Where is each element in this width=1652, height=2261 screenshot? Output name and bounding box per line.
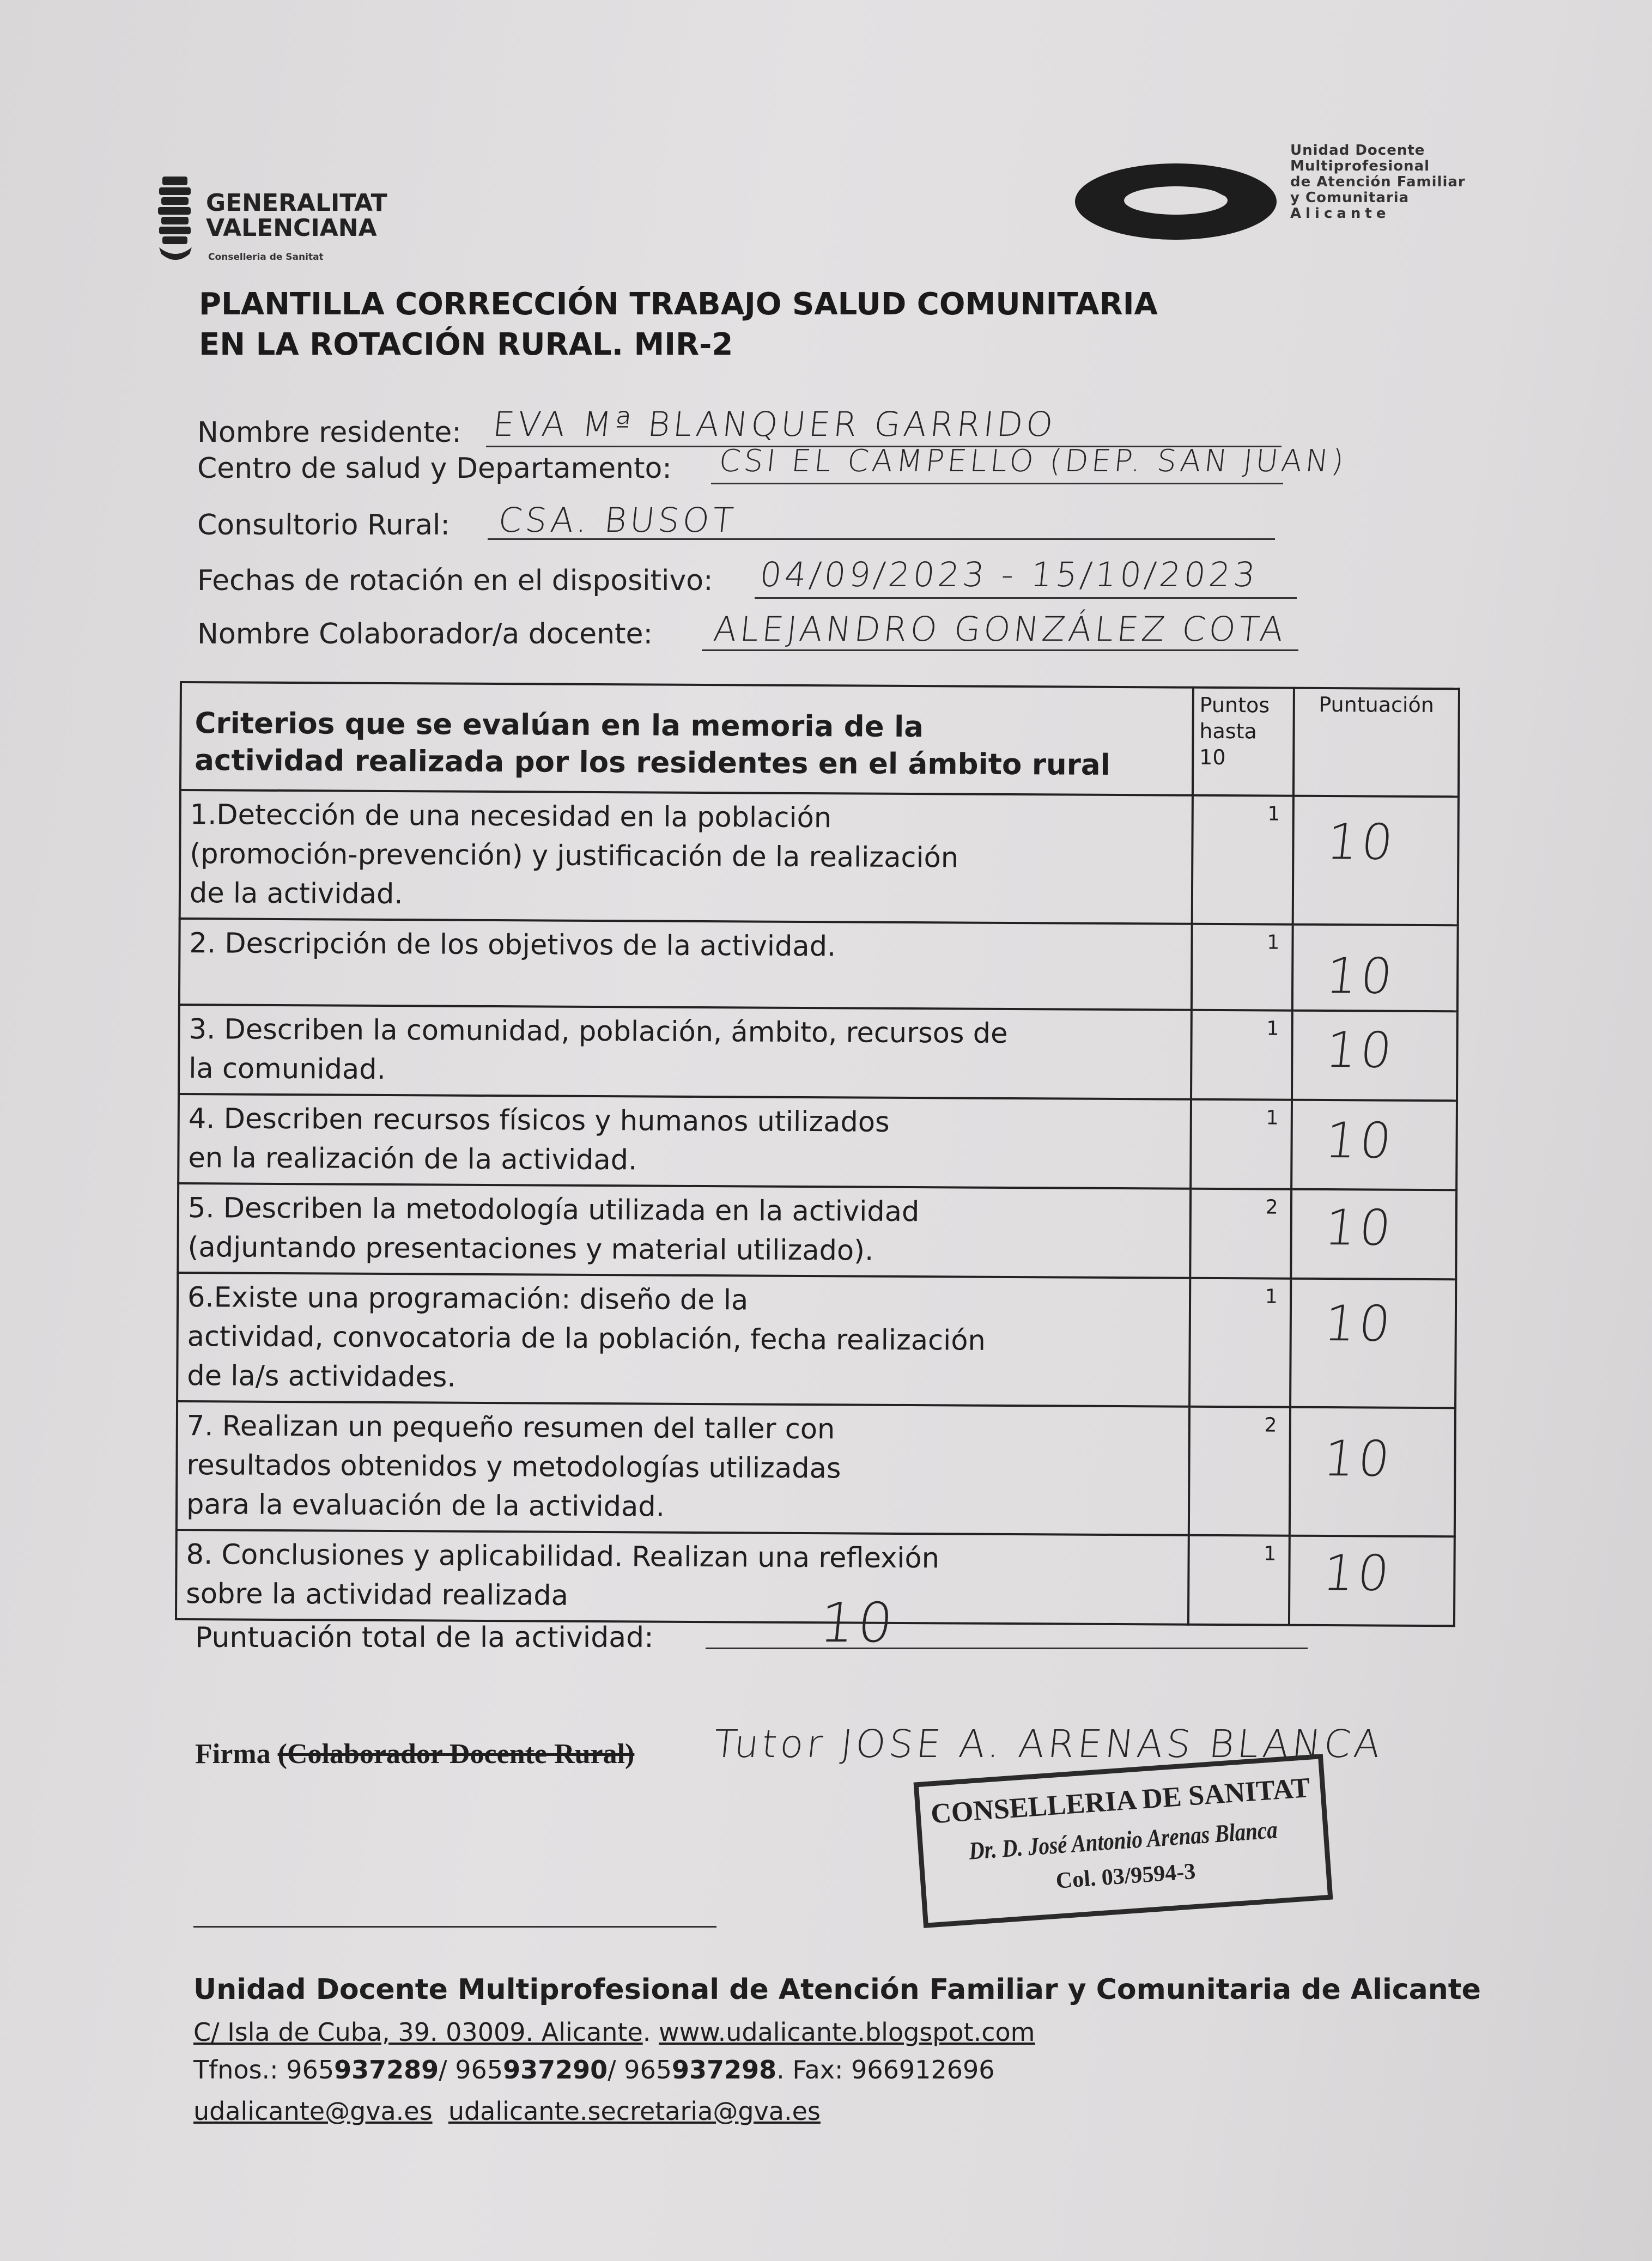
criterion-line: en la realización de la actividad. — [188, 1142, 637, 1177]
footer-title: Unidad Docente Multiprofesional de Atención Familiar y Comunitaria de Alicante — [193, 1973, 1481, 2006]
address-sep: . — [642, 2017, 659, 2047]
max-points: 2 — [1265, 1196, 1278, 1219]
criterion-cell — [177, 1273, 1190, 1407]
criterion-line: sobre la actividad realizada — [186, 1578, 569, 1612]
ud-line3: de Atención Familiar — [1290, 174, 1466, 190]
score-cell — [1289, 1536, 1455, 1626]
unidad-docente-text — [1290, 143, 1466, 222]
center-value: CSI EL CAMPELLO (DEP. SAN JUAN) — [717, 443, 1349, 479]
criteria-header-line2: actividad realizada por los residentes en el ámbito rural — [195, 744, 1110, 782]
criterion-line: actividad, convocatoria de la población, fecha realización — [187, 1321, 986, 1357]
score-value: 10 — [1321, 1199, 1397, 1257]
max-points: 1 — [1266, 1107, 1279, 1129]
criterion-cell — [176, 1530, 1189, 1625]
stamp-line3: Col. 03/9594-3 — [1055, 1858, 1197, 1894]
email-link-1[interactable]: udalicante@gva.es — [193, 2096, 433, 2126]
signature-line — [193, 1926, 716, 1928]
score-value: 10 — [1322, 1112, 1398, 1170]
score-cell — [1290, 1279, 1456, 1408]
points-cell — [1189, 1278, 1291, 1407]
criterion-cell — [178, 1183, 1191, 1278]
score-cell — [1292, 796, 1459, 926]
score-value: 10 — [1320, 1430, 1396, 1488]
max-points: 1 — [1265, 1285, 1278, 1308]
phone2: 937290 — [503, 2055, 608, 2084]
points-cell — [1191, 1010, 1292, 1100]
criterion-cell — [180, 790, 1193, 924]
table-row — [179, 919, 1458, 1011]
phones-prefix: Tfnos.: 965 — [193, 2055, 335, 2084]
criterion-line: 4. Describen recursos físicos y humanos utilizados — [188, 1103, 890, 1139]
table-header-row — [180, 682, 1459, 797]
signature-struck-text: (Colaborador Docente Rural) — [277, 1739, 635, 1770]
official-stamp — [914, 1754, 1333, 1928]
table-row — [176, 1530, 1455, 1626]
points-cell — [1189, 1407, 1290, 1536]
points-cell — [1190, 1189, 1291, 1279]
ud-line1: Unidad Docente — [1290, 142, 1425, 159]
title-line2: EN LA ROTACIÓN RURAL. MIR-2 — [199, 327, 733, 362]
dates-underline — [755, 597, 1297, 599]
criterion-line: 2. Descripción de los objetivos de la actividad. — [189, 927, 836, 963]
criterion-line: 5. Describen la metodología utilizada en la actividad — [187, 1192, 920, 1229]
resident-value: EVA Mª BLANQUER GARRIDO — [491, 404, 1058, 444]
criteria-table — [175, 681, 1460, 1627]
table-row — [179, 1005, 1457, 1101]
points-cell — [1191, 1099, 1292, 1189]
generalitat-name — [206, 191, 387, 241]
score-value: 10 — [1321, 1295, 1396, 1353]
signature-firma: Firma — [195, 1739, 271, 1770]
fax: . Fax: 966912696 — [776, 2055, 995, 2084]
table-row — [178, 1094, 1457, 1190]
phone3: 937298 — [672, 2055, 777, 2084]
footer-address-line — [193, 2017, 1035, 2047]
criterion-line: 3. Describen la comunidad, población, ámbito, recursos de — [189, 1013, 1008, 1050]
criterion-line: de la/s actividades. — [187, 1360, 456, 1394]
ud-line4: y Comunitaria — [1290, 190, 1410, 206]
phone-sep1: / 965 — [439, 2055, 503, 2084]
stamp-line1: CONSELLERIA DE SANITAT — [930, 1772, 1311, 1830]
score-header — [1293, 688, 1459, 797]
collab-underline — [702, 649, 1298, 651]
max-points: 1 — [1266, 1017, 1279, 1040]
points-header-line2: hasta — [1199, 719, 1257, 744]
dates-label: Fechas de rotación en el dispositivo: — [197, 564, 713, 597]
generalitat-line2: VALENCIANA — [206, 214, 377, 242]
collab-value: ALEJANDRO GONZÁLEZ COTA — [712, 609, 1289, 649]
center-label: Centro de salud y Departamento: — [197, 452, 672, 485]
score-cell — [1292, 925, 1458, 1012]
unidad-docente-logo — [1072, 158, 1279, 245]
score-cell — [1289, 1407, 1455, 1537]
criterion-line: (promoción-prevención) y justificación de la realización — [190, 838, 959, 874]
score-value: 10 — [1320, 1545, 1395, 1602]
max-points: 1 — [1267, 803, 1280, 825]
score-cell — [1291, 1189, 1456, 1280]
score-cell — [1292, 1011, 1457, 1101]
address-link[interactable]: C/ Isla de Cuba, 39. 03009. Alicante — [193, 2017, 643, 2047]
total-value: 10 — [816, 1591, 900, 1655]
total-underline — [706, 1648, 1308, 1649]
total-label: Puntuación total de la actividad: — [195, 1621, 654, 1654]
points-header — [1193, 688, 1294, 796]
criterion-line: 7. Realizan un pequeño resumen del taller con — [186, 1410, 835, 1446]
signature-label — [195, 1738, 634, 1770]
criterion-cell — [177, 1401, 1189, 1535]
footer-email-line — [193, 2096, 821, 2126]
rural-value: CSA. BUSOT — [496, 500, 739, 540]
points-cell — [1192, 924, 1293, 1011]
rural-label: Consultorio Rural: — [197, 509, 450, 542]
conselleria-subtitle: Conselleria de Sanitat — [208, 252, 324, 263]
dates-value: 04/09/2023 - 15/10/2023 — [758, 555, 1261, 594]
web-link[interactable]: www.udalicante.blogspot.com — [659, 2017, 1035, 2047]
criterion-line: de la actividad. — [189, 877, 403, 911]
table-row — [177, 1401, 1455, 1536]
points-header-line1: Puntos — [1199, 692, 1270, 718]
center-underline — [711, 483, 1283, 484]
score-header-label: Puntuación — [1319, 692, 1434, 718]
max-points: 1 — [1267, 931, 1280, 954]
title-line1: PLANTILLA CORRECCIÓN TRABAJO SALUD COMUNITARIA — [199, 287, 1158, 322]
score-value: 10 — [1322, 1022, 1398, 1079]
signature-handwritten: Tutor JOSE A. ARENAS BLANCA — [711, 1722, 1386, 1766]
points-cell — [1192, 795, 1293, 925]
table-row — [180, 790, 1459, 925]
criterion-line: la comunidad. — [189, 1053, 386, 1086]
score-value: 10 — [1323, 813, 1399, 871]
criteria-header-line1: Criterios que se evalúan en la memoria de la — [195, 707, 924, 744]
page-title — [199, 284, 1158, 365]
phone-sep2: / 965 — [608, 2055, 672, 2084]
criterion-line: para la evaluación de la actividad. — [186, 1488, 665, 1523]
max-points: 2 — [1264, 1414, 1277, 1437]
ud-line5: Alicante — [1290, 205, 1390, 222]
stamp-line2: Dr. D. José Antonio Arenas Blanca — [968, 1815, 1279, 1865]
criterion-cell — [178, 1094, 1191, 1189]
resident-label: Nombre residente: — [197, 416, 461, 449]
criterion-line: 8. Conclusiones y aplicabilidad. Realizan una reflexión — [186, 1539, 940, 1575]
criterion-cell — [179, 1005, 1192, 1099]
criterion-line: 1.Detección de una necesidad en la población — [190, 799, 832, 835]
criteria-header — [180, 682, 1193, 795]
criterion-line: resultados obtenidos y metodologías utilizadas — [186, 1449, 841, 1485]
criterion-line: 6.Existe una programación: diseño de la — [187, 1281, 749, 1317]
ud-line2: Multiprofesional — [1290, 158, 1430, 174]
phone1: 937289 — [334, 2055, 439, 2084]
generalitat-line1: GENERALITAT — [206, 189, 387, 217]
table-row — [178, 1183, 1456, 1279]
score-value: 10 — [1323, 947, 1399, 1005]
criterion-cell — [179, 919, 1192, 1010]
max-points: 1 — [1264, 1542, 1277, 1565]
criterion-line: (adjuntando presentaciones y material utilizado). — [187, 1231, 874, 1267]
points-header-line3: 10 — [1199, 745, 1226, 770]
footer-phones-line — [193, 2055, 995, 2084]
table-row — [177, 1273, 1456, 1408]
points-cell — [1188, 1535, 1290, 1625]
email-link-2[interactable]: udalicante.secretaria@gva.es — [448, 2096, 821, 2126]
score-cell — [1291, 1100, 1457, 1190]
collab-label: Nombre Colaborador/a docente: — [197, 618, 653, 651]
